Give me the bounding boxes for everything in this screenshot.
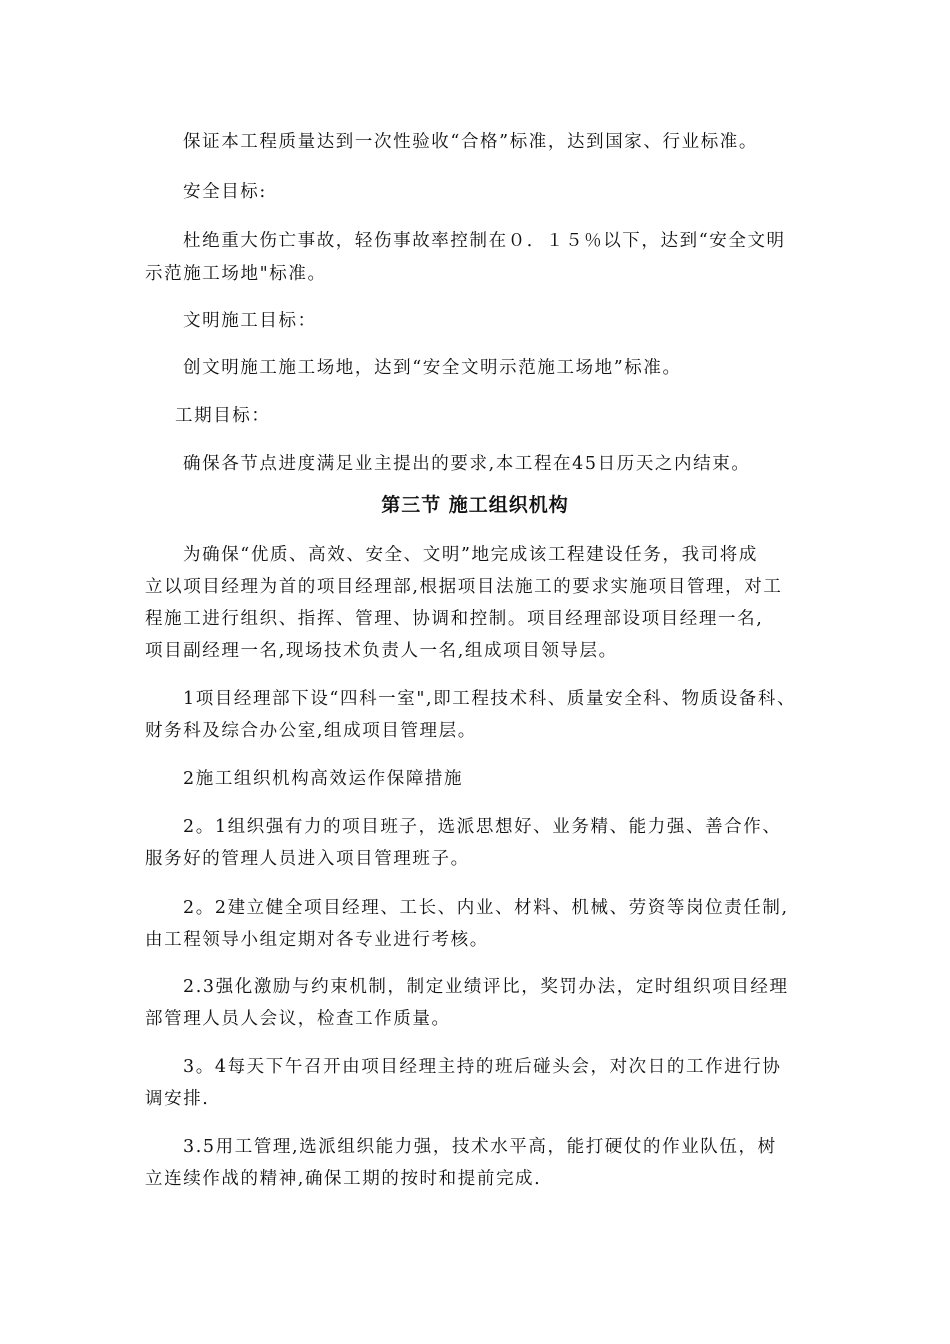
intro-line-3: 程施工进行组织、指挥、管理、协调和控制。项目经理部设项目经理一名,	[145, 609, 764, 629]
item-3-5-line-2: 立连续作战的精神,确保工期的按时和提前完成.	[145, 1169, 542, 1189]
intro-line-2: 立以项目经理为首的项目经理部,根据项目法施工的要求实施项目管理，对工	[145, 577, 783, 597]
item-2-2-line-2: 由工程领导小组定期对各专业进行考核。	[145, 930, 489, 950]
safety-target-text-line-2: 示范施工场地"标准。	[145, 264, 327, 284]
item-3-5-line-1: 3.5用工管理,选派组织能力强，技术水平高，能打硬仗的作业队伍，树	[183, 1137, 777, 1157]
intro-line-4: 项目副经理一名,现场技术负责人一名,组成项目领导层。	[145, 641, 618, 661]
civil-target-label: 文明施工目标：	[183, 311, 317, 331]
item-1-line-1: 1项目经理部下设“四科一室",即工程技术科、质量安全科、物质设备科、	[183, 689, 797, 709]
item-2-1-line-1: 2。1组织强有力的项目班子，选派思想好、业务精、能力强、善合作、	[183, 817, 782, 837]
item-2-1-line-2: 服务好的管理人员进入项目管理班子。	[145, 849, 470, 869]
schedule-target-text: 确保各节点进度满足业主提出的要求,本工程在45日历天之内结束。	[183, 454, 751, 474]
item-1-line-2: 财务科及综合办公室,组成项目管理层。	[145, 721, 477, 741]
civil-target-text: 创文明施工施工场地，达到“安全文明示范施工场地”标准。	[183, 358, 682, 378]
item-2-2-line-1: 2。2建立健全项目经理、工长、内业、材料、机械、劳资等岗位责任制,	[183, 898, 789, 918]
intro-line-1: 为确保“优质、高效、安全、文明”地完成该工程建设任务，我司将成	[183, 545, 758, 565]
safety-target-text-line-1: 杜绝重大伤亡事故，轻伤事故率控制在０．１５％以下，达到“安全文明	[183, 231, 786, 251]
section-heading: 第三节 施工组织机构	[381, 494, 569, 516]
quality-target-text: 保证本工程质量达到一次性验收“合格”标准，达到国家、行业标准。	[183, 132, 758, 152]
item-3-4-line-2: 调安排.	[145, 1089, 210, 1109]
safety-target-label: 安全目标:	[183, 182, 267, 202]
item-2-text: 2施工组织机构高效运作保障措施	[183, 769, 464, 789]
item-2-3-line-1: 2.3强化激励与约束机制，制定业绩评比，奖罚办法，定时组织项目经理	[183, 977, 789, 997]
item-2-3-line-2: 部管理人员人会议，检查工作质量。	[145, 1009, 451, 1029]
item-3-4-line-1: 3。4每天下午召开由项目经理主持的班后碰头会，对次日的工作进行协	[183, 1057, 782, 1077]
schedule-target-label: 工期目标：	[175, 406, 271, 426]
